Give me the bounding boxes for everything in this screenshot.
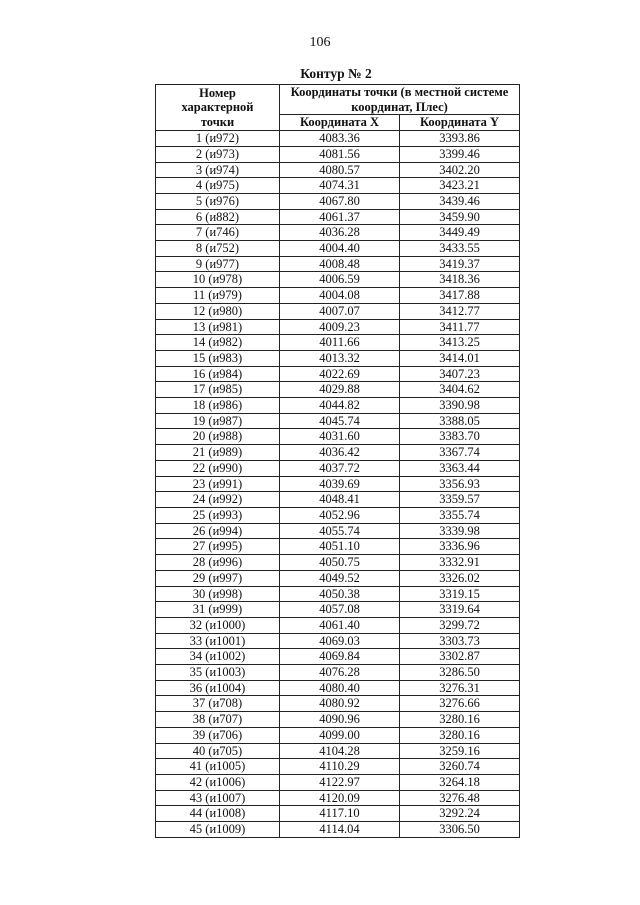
cell-coordinate-y: 3459.90: [400, 209, 520, 225]
cell-coordinate-x: 4069.03: [280, 633, 400, 649]
header-coords-line1: Координаты точки (в местной системе: [290, 85, 509, 99]
cell-coordinate-y: 3404.62: [400, 382, 520, 398]
table-row: [156, 131, 520, 147]
table-caption: Контур № 2: [300, 66, 372, 81]
cell-point-number: 20 (и988): [156, 429, 280, 445]
table-row: [156, 178, 520, 194]
cell-coordinate-x: 4045.74: [280, 413, 400, 429]
table-row: [156, 712, 520, 728]
cell-point-number: 17 (и985): [156, 382, 280, 398]
table-row: [156, 617, 520, 633]
cell-coordinate-x: 4036.42: [280, 445, 400, 461]
table-row: [156, 743, 520, 759]
cell-coordinate-x: 4080.92: [280, 696, 400, 712]
header-point-line1: Номер: [199, 85, 236, 100]
cell-coordinate-y: 3259.16: [400, 743, 520, 759]
cell-coordinate-y: 3299.72: [400, 617, 520, 633]
cell-coordinate-x: 4013.32: [280, 350, 400, 366]
cell-coordinate-x: 4099.00: [280, 727, 400, 743]
cell-point-number: 24 (и992): [156, 492, 280, 508]
cell-coordinate-x: 4122.97: [280, 774, 400, 790]
cell-point-number: 6 (и882): [156, 209, 280, 225]
cell-coordinate-x: 4117.10: [280, 806, 400, 822]
cell-coordinate-x: 4104.28: [280, 743, 400, 759]
table-row: [156, 523, 520, 539]
cell-coordinate-x: 4004.08: [280, 288, 400, 304]
cell-point-number: 26 (и994): [156, 523, 280, 539]
cell-coordinate-y: 3276.31: [400, 680, 520, 696]
cell-point-number: 44 (и1008): [156, 806, 280, 822]
cell-coordinate-y: 3280.16: [400, 712, 520, 728]
cell-coordinate-y: 3319.64: [400, 602, 520, 618]
cell-point-number: 13 (и981): [156, 319, 280, 335]
cell-coordinate-y: 3390.98: [400, 398, 520, 414]
cell-coordinate-x: 4067.80: [280, 193, 400, 209]
cell-point-number: 1 (и972): [156, 131, 280, 147]
header-point-number: [156, 85, 280, 131]
table-row: [156, 445, 520, 461]
table-row: [156, 806, 520, 822]
table-row: [156, 303, 520, 319]
cell-point-number: 40 (и705): [156, 743, 280, 759]
cell-coordinate-y: 3414.01: [400, 350, 520, 366]
table-row: [156, 759, 520, 775]
header-coordinates: [280, 85, 520, 115]
cell-coordinate-y: 3292.24: [400, 806, 520, 822]
cell-coordinate-x: 4037.72: [280, 460, 400, 476]
header-coords-line2: координат, Плес): [351, 99, 448, 114]
table-row: [156, 319, 520, 335]
cell-point-number: 16 (и984): [156, 366, 280, 382]
cell-coordinate-x: 4022.69: [280, 366, 400, 382]
cell-coordinate-y: 3388.05: [400, 413, 520, 429]
table-row: [156, 382, 520, 398]
cell-coordinate-x: 4050.38: [280, 586, 400, 602]
table-row: [156, 586, 520, 602]
cell-coordinate-y: 3356.93: [400, 476, 520, 492]
cell-point-number: 35 (и1003): [156, 665, 280, 681]
cell-point-number: 34 (и1002): [156, 649, 280, 665]
cell-coordinate-y: 3411.77: [400, 319, 520, 335]
table-row: [156, 696, 520, 712]
cell-point-number: 12 (и980): [156, 303, 280, 319]
table-row: [156, 288, 520, 304]
cell-point-number: 14 (и982): [156, 335, 280, 351]
cell-point-number: 19 (и987): [156, 413, 280, 429]
cell-coordinate-y: 3418.36: [400, 272, 520, 288]
cell-point-number: 36 (и1004): [156, 680, 280, 696]
cell-point-number: 10 (и978): [156, 272, 280, 288]
cell-point-number: 28 (и996): [156, 555, 280, 571]
cell-coordinate-x: 4052.96: [280, 507, 400, 523]
cell-coordinate-y: 3319.15: [400, 586, 520, 602]
cell-coordinate-x: 4007.07: [280, 303, 400, 319]
cell-point-number: 7 (и746): [156, 225, 280, 241]
table-row: [156, 570, 520, 586]
cell-coordinate-x: 4036.28: [280, 225, 400, 241]
cell-coordinate-x: 4031.60: [280, 429, 400, 445]
cell-coordinate-y: 3413.25: [400, 335, 520, 351]
cell-point-number: 5 (и976): [156, 193, 280, 209]
cell-coordinate-x: 4050.75: [280, 555, 400, 571]
table-row: [156, 633, 520, 649]
table-row: [156, 272, 520, 288]
table-body: [156, 131, 520, 838]
cell-coordinate-x: 4080.57: [280, 162, 400, 178]
cell-coordinate-y: 3303.73: [400, 633, 520, 649]
coordinates-table: [155, 84, 520, 838]
cell-coordinate-y: 3419.37: [400, 256, 520, 272]
cell-point-number: 39 (и706): [156, 727, 280, 743]
cell-coordinate-x: 4083.36: [280, 131, 400, 147]
table-row: [156, 335, 520, 351]
cell-coordinate-y: 3383.70: [400, 429, 520, 445]
cell-coordinate-x: 4090.96: [280, 712, 400, 728]
cell-coordinate-x: 4039.69: [280, 476, 400, 492]
cell-point-number: 15 (и983): [156, 350, 280, 366]
cell-coordinate-x: 4061.37: [280, 209, 400, 225]
table-row: [156, 366, 520, 382]
cell-point-number: 25 (и993): [156, 507, 280, 523]
table-row: [156, 665, 520, 681]
table-row: [156, 539, 520, 555]
cell-coordinate-y: 3439.46: [400, 193, 520, 209]
cell-coordinate-x: 4110.29: [280, 759, 400, 775]
cell-point-number: 29 (и997): [156, 570, 280, 586]
cell-coordinate-x: 4076.28: [280, 665, 400, 681]
table-row: [156, 146, 520, 162]
cell-coordinate-x: 4061.40: [280, 617, 400, 633]
cell-coordinate-y: 3423.21: [400, 178, 520, 194]
cell-coordinate-y: 3412.77: [400, 303, 520, 319]
header-coordinate-x: Координата X: [280, 115, 400, 131]
table-row: [156, 193, 520, 209]
cell-point-number: 30 (и998): [156, 586, 280, 602]
cell-point-number: 38 (и707): [156, 712, 280, 728]
header-coordinate-y: Координата Y: [400, 115, 520, 131]
table-row: [156, 256, 520, 272]
cell-coordinate-y: 3260.74: [400, 759, 520, 775]
cell-coordinate-y: 3280.16: [400, 727, 520, 743]
header-point-line3: точки: [200, 114, 235, 129]
table-row: [156, 398, 520, 414]
cell-coordinate-y: 3306.50: [400, 822, 520, 838]
table-row: [156, 429, 520, 445]
cell-coordinate-y: 3339.98: [400, 523, 520, 539]
cell-coordinate-x: 4049.52: [280, 570, 400, 586]
table-row: [156, 413, 520, 429]
cell-coordinate-x: 4011.66: [280, 335, 400, 351]
cell-coordinate-y: 3367.74: [400, 445, 520, 461]
cell-coordinate-y: 3363.44: [400, 460, 520, 476]
cell-coordinate-x: 4048.41: [280, 492, 400, 508]
table-row: [156, 774, 520, 790]
cell-point-number: 21 (и989): [156, 445, 280, 461]
cell-coordinate-y: 3399.46: [400, 146, 520, 162]
cell-point-number: 41 (и1005): [156, 759, 280, 775]
cell-point-number: 22 (и990): [156, 460, 280, 476]
cell-point-number: 8 (и752): [156, 241, 280, 257]
table-row: [156, 209, 520, 225]
cell-coordinate-x: 4009.23: [280, 319, 400, 335]
page-number: 106: [309, 35, 331, 50]
cell-coordinate-x: 4080.40: [280, 680, 400, 696]
cell-coordinate-y: 3264.18: [400, 774, 520, 790]
cell-coordinate-x: 4008.48: [280, 256, 400, 272]
table-row: [156, 649, 520, 665]
cell-coordinate-y: 3417.88: [400, 288, 520, 304]
cell-coordinate-x: 4055.74: [280, 523, 400, 539]
cell-point-number: 2 (и973): [156, 146, 280, 162]
cell-point-number: 45 (и1009): [156, 822, 280, 838]
cell-coordinate-x: 4051.10: [280, 539, 400, 555]
cell-point-number: 3 (и974): [156, 162, 280, 178]
cell-coordinate-x: 4057.08: [280, 602, 400, 618]
cell-coordinate-y: 3433.55: [400, 241, 520, 257]
table-row: [156, 460, 520, 476]
cell-point-number: 31 (и999): [156, 602, 280, 618]
table-row: [156, 162, 520, 178]
table-row: [156, 492, 520, 508]
table-row: [156, 680, 520, 696]
cell-coordinate-y: 3355.74: [400, 507, 520, 523]
table-row: [156, 476, 520, 492]
cell-point-number: 27 (и995): [156, 539, 280, 555]
table-row: [156, 555, 520, 571]
cell-point-number: 4 (и975): [156, 178, 280, 194]
cell-coordinate-x: 4029.88: [280, 382, 400, 398]
table-row: [156, 241, 520, 257]
table-row: [156, 822, 520, 838]
cell-coordinate-y: 3393.86: [400, 131, 520, 147]
cell-coordinate-y: 3302.87: [400, 649, 520, 665]
cell-point-number: 33 (и1001): [156, 633, 280, 649]
cell-coordinate-x: 4069.84: [280, 649, 400, 665]
cell-point-number: 23 (и991): [156, 476, 280, 492]
table-row: [156, 507, 520, 523]
cell-coordinate-y: 3359.57: [400, 492, 520, 508]
cell-point-number: 18 (и986): [156, 398, 280, 414]
cell-point-number: 11 (и979): [156, 288, 280, 304]
cell-point-number: 43 (и1007): [156, 790, 280, 806]
cell-coordinate-y: 3402.20: [400, 162, 520, 178]
cell-coordinate-x: 4074.31: [280, 178, 400, 194]
cell-point-number: 9 (и977): [156, 256, 280, 272]
cell-coordinate-y: 3276.48: [400, 790, 520, 806]
cell-coordinate-y: 3326.02: [400, 570, 520, 586]
header-point-line2: характерной: [181, 100, 254, 115]
table-row: [156, 790, 520, 806]
cell-coordinate-y: 3407.23: [400, 366, 520, 382]
cell-coordinate-x: 4004.40: [280, 241, 400, 257]
cell-coordinate-y: 3276.66: [400, 696, 520, 712]
cell-coordinate-y: 3332.91: [400, 555, 520, 571]
cell-coordinate-y: 3336.96: [400, 539, 520, 555]
cell-coordinate-x: 4120.09: [280, 790, 400, 806]
cell-coordinate-y: 3286.50: [400, 665, 520, 681]
table-row: [156, 350, 520, 366]
table-row: [156, 602, 520, 618]
table-row: [156, 225, 520, 241]
cell-point-number: 37 (и708): [156, 696, 280, 712]
cell-coordinate-x: 4006.59: [280, 272, 400, 288]
cell-coordinate-y: 3449.49: [400, 225, 520, 241]
cell-coordinate-x: 4114.04: [280, 822, 400, 838]
table-row: [156, 727, 520, 743]
cell-coordinate-x: 4081.56: [280, 146, 400, 162]
cell-coordinate-x: 4044.82: [280, 398, 400, 414]
cell-point-number: 42 (и1006): [156, 774, 280, 790]
cell-point-number: 32 (и1000): [156, 617, 280, 633]
